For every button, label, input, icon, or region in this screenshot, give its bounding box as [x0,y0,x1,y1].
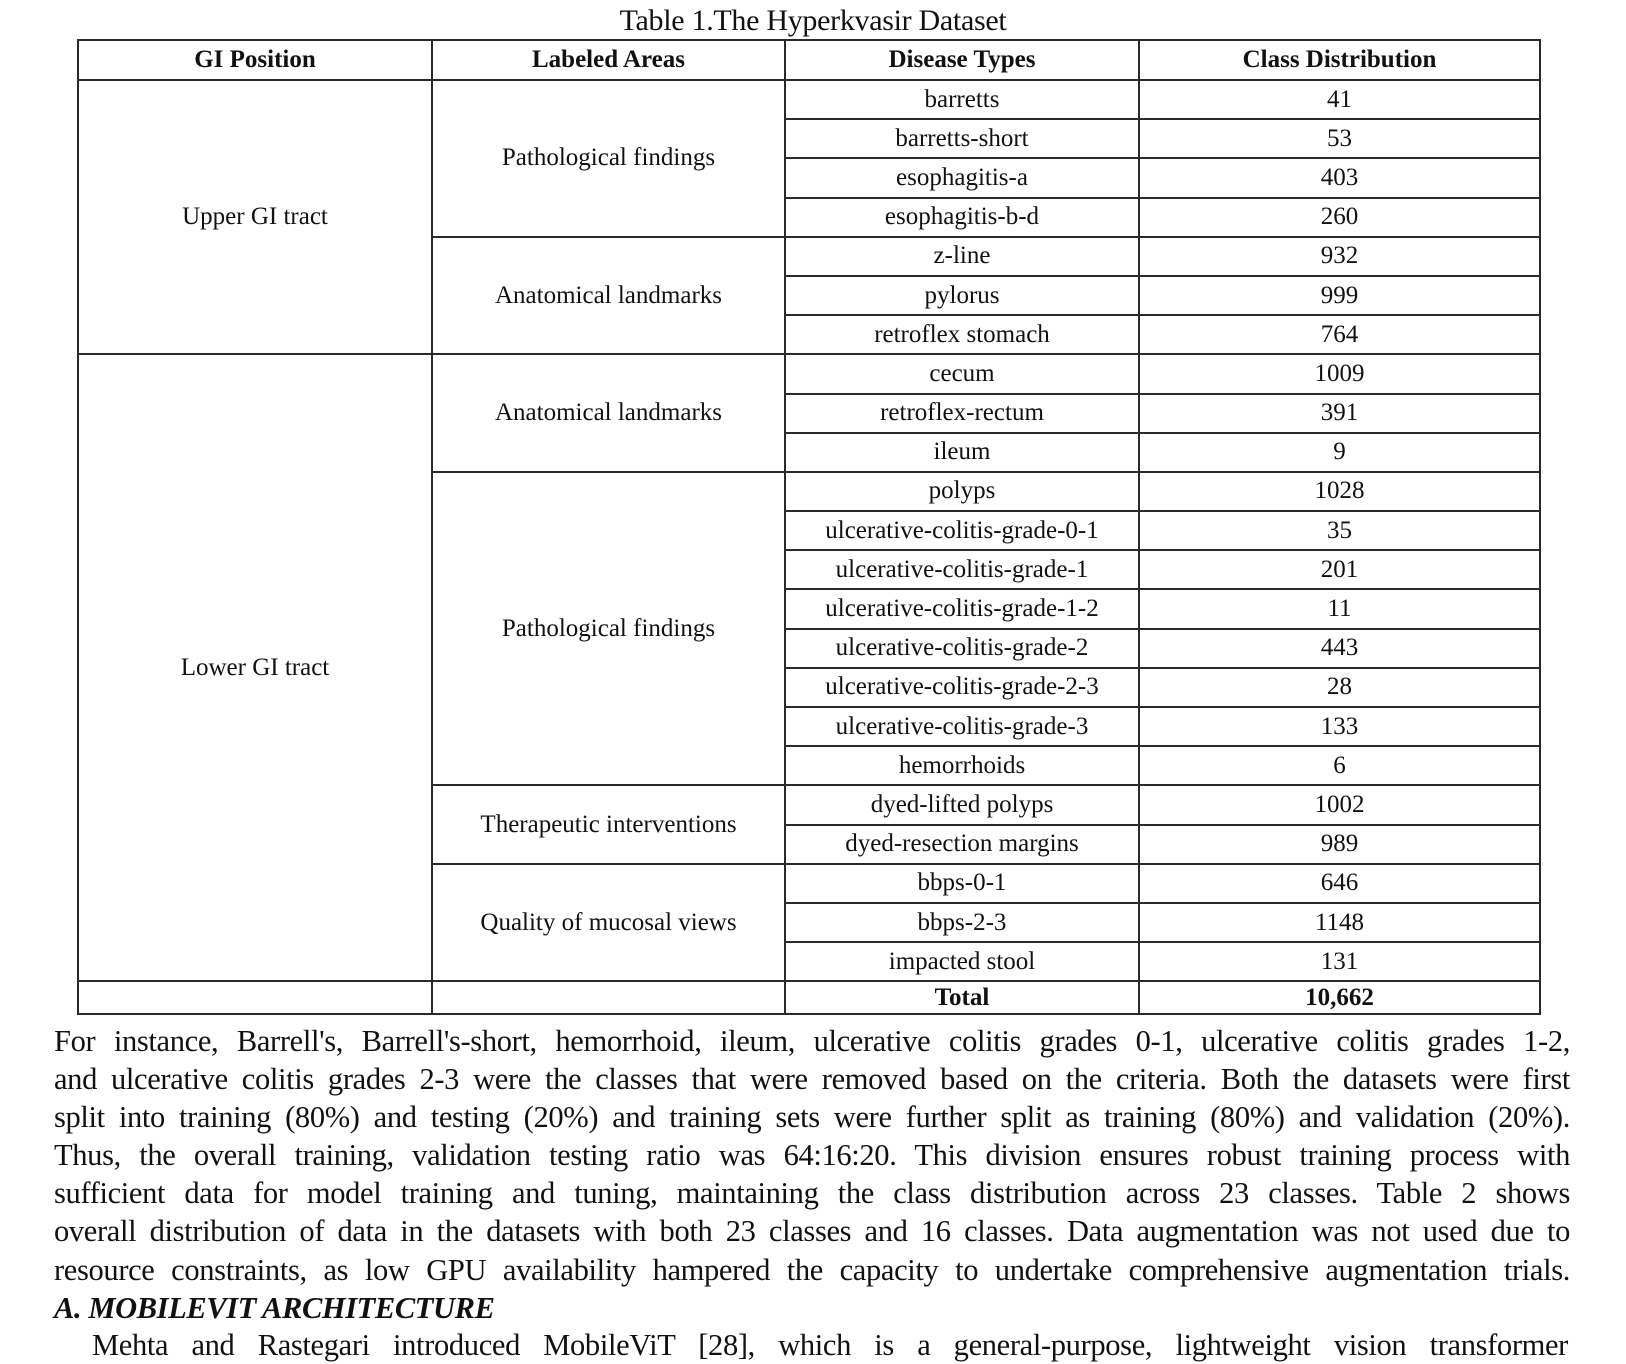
paragraph-line: Thus, the overall training, validation testing ratio was 64:16:20. This division ensures robust training process with [54,1138,1570,1173]
paragraph-line: sufficient data for model training and tuning, maintaining the class distribution across 23 classes. Table 2 shows [54,1176,1570,1211]
gi-position-cell: Upper GI tract [78,80,432,354]
class-count-cell: 260 [1139,198,1540,237]
paragraph-line: split into training (80%) and testing (20%) and training sets were further split as training (80%) and validation (20%). [54,1100,1570,1135]
header-disease-types: Disease Types [785,40,1139,80]
class-count-cell: 1148 [1139,903,1540,942]
hyperkvasir-dataset-table [77,39,1541,1015]
table-body [78,80,1540,1014]
header-class-distribution: Class Distribution [1139,40,1540,80]
class-count-cell: 391 [1139,394,1540,433]
disease-type-cell: dyed-resection margins [785,825,1139,864]
disease-type-cell: retroflex stomach [785,315,1139,354]
class-count-cell: 28 [1139,668,1540,707]
class-count-cell: 999 [1139,276,1540,315]
disease-type-cell: ileum [785,433,1139,472]
empty-cell [78,981,432,1014]
class-count-cell: 1002 [1139,785,1540,824]
disease-type-cell: z-line [785,237,1139,276]
class-count-cell: 201 [1139,550,1540,589]
disease-type-cell: hemorrhoids [785,746,1139,785]
disease-type-cell: cecum [785,354,1139,393]
body-paragraph [54,1022,1570,1289]
table-row [78,80,1540,119]
paragraph-line-partial: Mehta and Rastegari introduced MobileViT [28], which is a general-purpose, lightweight vision transformer [92,1328,1568,1362]
disease-type-cell: polyps [785,472,1139,511]
disease-type-cell: impacted stool [785,942,1139,981]
disease-type-cell: pylorus [785,276,1139,315]
class-count-cell: 35 [1139,511,1540,550]
class-count-cell: 1009 [1139,354,1540,393]
table-caption: Table 1.The Hyperkvasir Dataset [619,4,1007,37]
labeled-area-cell: Therapeutic interventions [432,785,785,863]
disease-type-cell: esophagitis-b-d [785,198,1139,237]
class-count-cell: 403 [1139,158,1540,197]
disease-type-cell: dyed-lifted polyps [785,785,1139,824]
paragraph-line: resource constraints, as low GPU availability hampered the capacity to undertake comprehensive augmentation trials. [54,1252,1570,1287]
disease-type-cell: ulcerative-colitis-grade-2-3 [785,668,1139,707]
disease-type-cell: ulcerative-colitis-grade-3 [785,707,1139,746]
disease-type-cell: ulcerative-colitis-grade-0-1 [785,511,1139,550]
class-count-cell: 443 [1139,629,1540,668]
disease-type-cell: retroflex-rectum [785,394,1139,433]
header-gi-position: GI Position [78,40,432,80]
labeled-area-cell: Anatomical landmarks [432,237,785,355]
disease-type-cell: barretts-short [785,119,1139,158]
paragraph-line: For instance, Barrell's, Barrell's-short, hemorrhoid, ileum, ulcerative colitis grades 0-1, ulcerative colitis grades 1-2, [54,1024,1570,1058]
class-count-cell: 41 [1139,80,1540,119]
total-label: Total [785,981,1139,1014]
section-heading: A. MOBILEVIT ARCHITECTURE [54,1291,495,1325]
class-count-cell: 11 [1139,589,1540,628]
disease-type-cell: barretts [785,80,1139,119]
disease-type-cell: esophagitis-a [785,158,1139,197]
class-count-cell: 133 [1139,707,1540,746]
labeled-area-cell: Pathological findings [432,472,785,786]
class-count-cell: 6 [1139,746,1540,785]
disease-type-cell: ulcerative-colitis-grade-1 [785,550,1139,589]
class-count-cell: 764 [1139,315,1540,354]
class-count-cell: 932 [1139,237,1540,276]
disease-type-cell: ulcerative-colitis-grade-2 [785,629,1139,668]
labeled-area-cell: Quality of mucosal views [432,864,785,982]
disease-type-cell: ulcerative-colitis-grade-1-2 [785,589,1139,628]
gi-position-cell: Lower GI tract [78,354,432,981]
total-value: 10,662 [1139,981,1540,1014]
disease-type-cell: bbps-0-1 [785,864,1139,903]
labeled-area-cell: Pathological findings [432,80,785,237]
class-count-cell: 1028 [1139,472,1540,511]
disease-type-cell: bbps-2-3 [785,903,1139,942]
paragraph-line: and ulcerative colitis grades 2-3 were the classes that were removed based on the criteria. Both the datasets were first [54,1062,1570,1097]
class-count-cell: 989 [1139,825,1540,864]
class-count-cell: 131 [1139,942,1540,981]
total-row [78,981,1540,1014]
table-header-row [78,40,1540,80]
header-labeled-areas: Labeled Areas [432,40,785,80]
empty-cell [432,981,785,1014]
table-row [78,354,1540,393]
class-count-cell: 53 [1139,119,1540,158]
class-count-cell: 646 [1139,864,1540,903]
paragraph-line: overall distribution of data in the datasets with both 23 classes and 16 classes. Data augmentation was not used due to [54,1214,1570,1249]
labeled-area-cell: Anatomical landmarks [432,354,785,472]
class-count-cell: 9 [1139,433,1540,472]
